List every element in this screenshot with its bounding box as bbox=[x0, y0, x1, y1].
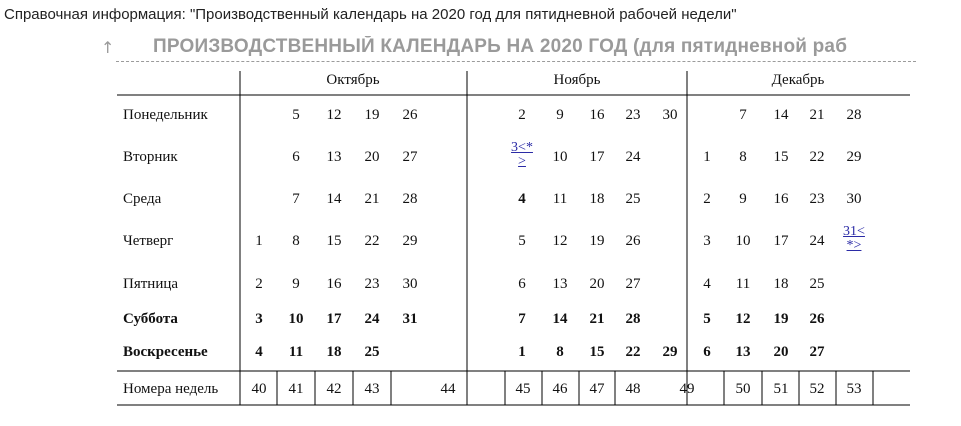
day-number: 22 bbox=[809, 149, 825, 165]
day-number: 5 bbox=[292, 107, 300, 123]
day-number: 27 bbox=[625, 276, 641, 292]
day-number: 18 bbox=[773, 276, 789, 292]
day-number: 30 bbox=[662, 107, 678, 123]
day-number: 6 bbox=[518, 276, 526, 292]
window-title: Справочная информация: "Производственный календарь на 2020 год для пятидневной рабочей недели" bbox=[4, 6, 737, 23]
day-number: 28 bbox=[625, 311, 641, 327]
day-number: 11 bbox=[288, 344, 304, 360]
day-number: 21 bbox=[364, 191, 380, 207]
day-number: 25 bbox=[625, 191, 641, 207]
month-header: Декабрь bbox=[771, 72, 825, 88]
day-number: 5 bbox=[703, 311, 711, 327]
day-number: 30 bbox=[402, 276, 418, 292]
day-number: 18 bbox=[589, 191, 605, 207]
day-number: 27 bbox=[402, 149, 418, 165]
footnote-link[interactable] bbox=[843, 225, 865, 253]
day-number: 9 bbox=[556, 107, 564, 123]
day-number: 23 bbox=[364, 276, 380, 292]
day-number: 25 bbox=[364, 344, 380, 360]
day-number: 21 bbox=[589, 311, 605, 327]
weekday-label: Среда bbox=[123, 191, 162, 207]
day-number: 8 bbox=[739, 149, 747, 165]
day-number: 17 bbox=[326, 311, 342, 327]
weekday-label: Понедельник bbox=[123, 107, 208, 123]
day-number: 23 bbox=[625, 107, 641, 123]
day-number: 16 bbox=[326, 276, 342, 292]
week-number: 49 bbox=[679, 381, 695, 397]
day-number: 7 bbox=[739, 107, 747, 123]
day-number: 4 bbox=[703, 276, 711, 292]
day-number: 5 bbox=[518, 233, 526, 249]
day-number: 19 bbox=[589, 233, 605, 249]
day-number: 6 bbox=[292, 149, 300, 165]
day-number: 26 bbox=[402, 107, 418, 123]
day-number: 22 bbox=[364, 233, 380, 249]
day-number: 3 bbox=[255, 311, 263, 327]
day-number: 19 bbox=[364, 107, 380, 123]
day-number: 16 bbox=[589, 107, 605, 123]
day-number: 12 bbox=[326, 107, 342, 123]
day-number: 16 bbox=[773, 191, 789, 207]
day-number: 8 bbox=[292, 233, 300, 249]
week-number: 41 bbox=[288, 381, 304, 397]
day-number: 24 bbox=[809, 233, 825, 249]
footnote-link-line1[interactable]: 3<* bbox=[511, 140, 533, 155]
day-number: 22 bbox=[625, 344, 641, 360]
day-number: 28 bbox=[402, 191, 418, 207]
day-number: 17 bbox=[773, 233, 789, 249]
week-number: 43 bbox=[364, 381, 380, 397]
day-number: 29 bbox=[846, 149, 862, 165]
day-number: 4 bbox=[255, 344, 263, 360]
day-number: 17 bbox=[589, 149, 605, 165]
day-number: 24 bbox=[625, 149, 641, 165]
week-number: 40 bbox=[251, 381, 267, 397]
day-number: 10 bbox=[735, 233, 751, 249]
month-header: Октябрь bbox=[326, 72, 380, 88]
day-number: 2 bbox=[703, 191, 711, 207]
day-number: 14 bbox=[326, 191, 342, 207]
week-number: 45 bbox=[515, 381, 531, 397]
day-number: 1 bbox=[255, 233, 263, 249]
day-number: 12 bbox=[735, 311, 751, 327]
day-number: 27 bbox=[809, 344, 825, 360]
week-number: 51 bbox=[773, 381, 789, 397]
footnote-link-line2[interactable]: *> bbox=[846, 238, 862, 253]
day-number: 20 bbox=[364, 149, 380, 165]
day-number: 8 bbox=[556, 344, 564, 360]
day-number: 26 bbox=[809, 311, 825, 327]
day-number: 11 bbox=[735, 276, 751, 292]
up-arrow-icon[interactable]: ↑ bbox=[101, 38, 115, 57]
day-number: 10 bbox=[288, 311, 304, 327]
week-number: 44 bbox=[440, 381, 456, 397]
day-number: 18 bbox=[326, 344, 342, 360]
weekday-label: Пятница bbox=[123, 276, 179, 292]
day-number: 4 bbox=[518, 191, 526, 207]
day-number: 20 bbox=[589, 276, 605, 292]
day-number: 9 bbox=[292, 276, 300, 292]
day-number: 26 bbox=[625, 233, 641, 249]
weekday-label: Суббота bbox=[123, 311, 178, 327]
day-number: 29 bbox=[402, 233, 418, 249]
week-number: 47 bbox=[589, 381, 605, 397]
day-number: 21 bbox=[809, 107, 825, 123]
day-number: 25 bbox=[809, 276, 825, 292]
day-number: 2 bbox=[255, 276, 263, 292]
day-number: 29 bbox=[662, 344, 678, 360]
month-header: Ноябрь bbox=[553, 72, 601, 88]
weekday-label: Четверг bbox=[123, 233, 174, 249]
weeks-label: Номера недель bbox=[123, 381, 219, 397]
day-number: 13 bbox=[735, 344, 751, 360]
day-number: 10 bbox=[552, 149, 568, 165]
week-number: 48 bbox=[625, 381, 641, 397]
calendar-grid-lines bbox=[0, 32, 961, 426]
day-number: 14 bbox=[552, 311, 568, 327]
document-title: ПРОИЗВОДСТВЕННЫЙ КАЛЕНДАРЬ НА 2020 ГОД (для пятидневной раб bbox=[153, 36, 848, 57]
window-title-bar bbox=[0, 0, 961, 32]
day-number: 15 bbox=[589, 344, 605, 360]
week-number: 52 bbox=[809, 381, 825, 397]
day-number: 31 bbox=[402, 311, 418, 327]
week-number: 42 bbox=[326, 381, 342, 397]
day-number: 24 bbox=[364, 311, 380, 327]
day-number: 9 bbox=[739, 191, 747, 207]
day-number: 3 bbox=[703, 233, 711, 249]
weekday-label: Вторник bbox=[123, 149, 178, 165]
day-number: 15 bbox=[326, 233, 342, 249]
week-number: 46 bbox=[552, 381, 568, 397]
day-number: 12 bbox=[552, 233, 568, 249]
week-number: 50 bbox=[735, 381, 751, 397]
day-number: 7 bbox=[292, 191, 300, 207]
day-number: 13 bbox=[552, 276, 568, 292]
day-number: 1 bbox=[518, 344, 526, 360]
week-number: 53 bbox=[846, 381, 862, 397]
day-number: 6 bbox=[703, 344, 711, 360]
day-number: 23 bbox=[809, 191, 825, 207]
footnote-link-line1[interactable]: 31< bbox=[843, 224, 865, 239]
weekday-label: Воскресенье bbox=[123, 344, 208, 360]
day-number: 28 bbox=[846, 107, 862, 123]
footnote-link-line2[interactable]: > bbox=[518, 154, 526, 169]
day-number: 2 bbox=[518, 107, 526, 123]
day-number: 30 bbox=[846, 191, 862, 207]
day-number: 11 bbox=[552, 191, 568, 207]
day-number: 13 bbox=[326, 149, 342, 165]
day-number: 20 bbox=[773, 344, 789, 360]
document-area bbox=[0, 32, 961, 426]
day-number: 14 bbox=[773, 107, 789, 123]
day-number: 1 bbox=[703, 149, 711, 165]
footnote-link[interactable] bbox=[511, 141, 533, 169]
day-number: 19 bbox=[773, 311, 789, 327]
day-number: 15 bbox=[773, 149, 789, 165]
day-number: 7 bbox=[518, 311, 526, 327]
